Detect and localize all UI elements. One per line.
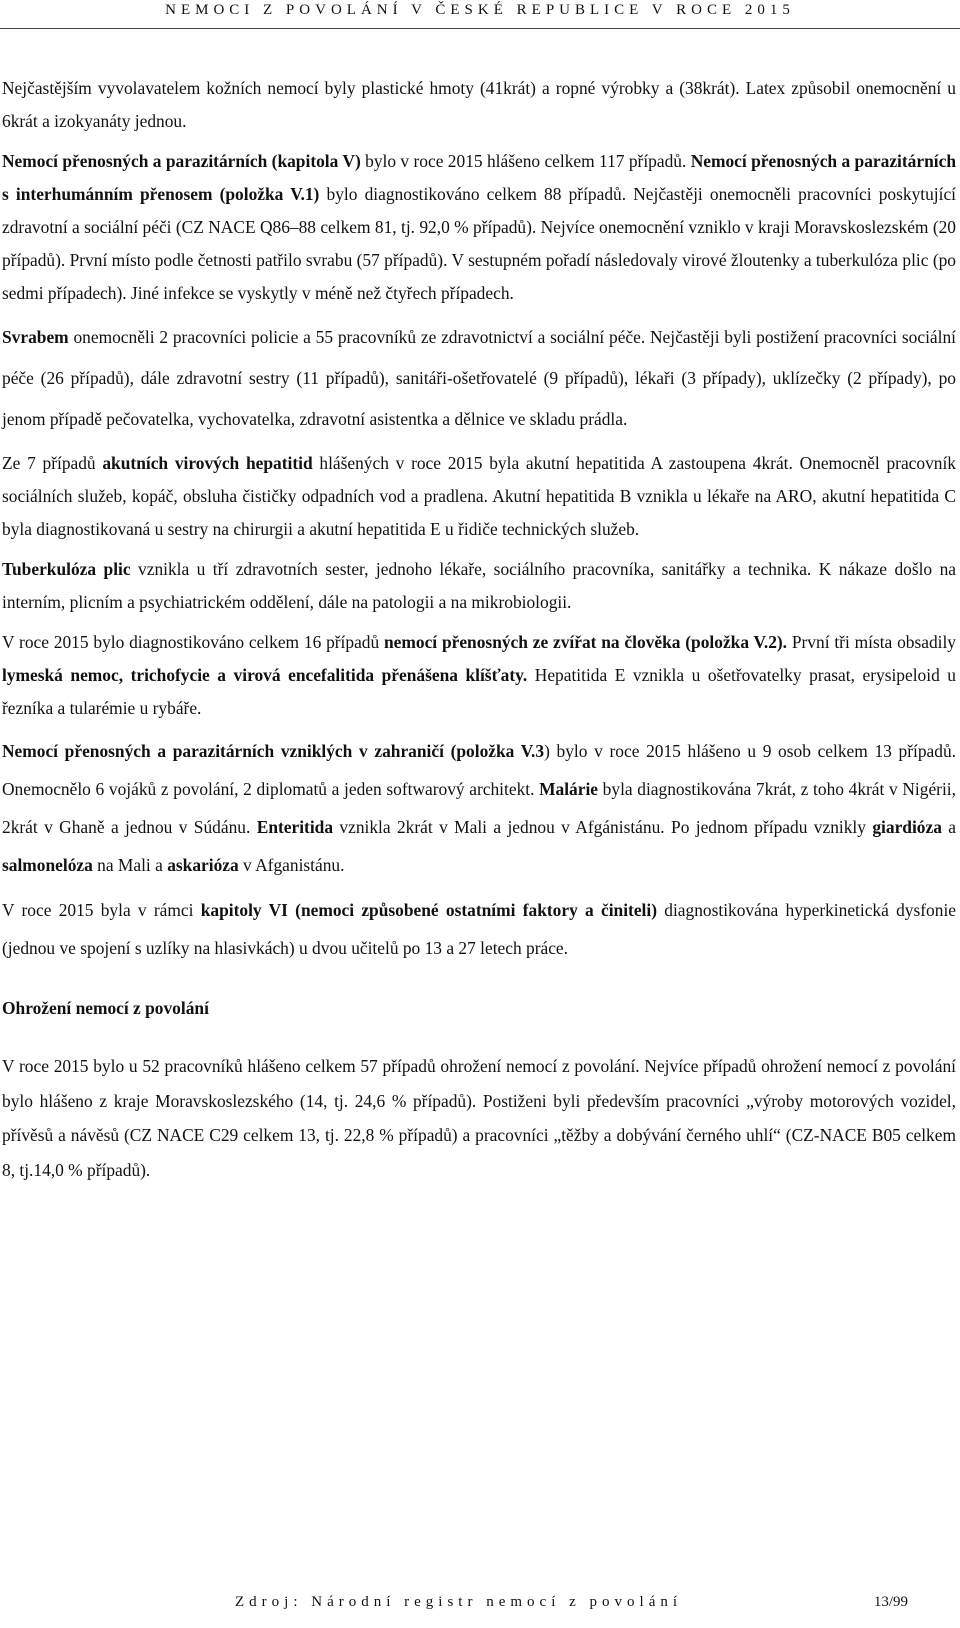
bold-term: salmonelóza — [2, 855, 93, 875]
bold-term: askarióza — [167, 855, 239, 875]
bold-term: Nemocí přenosných a parazitárních s interhumánním přenosem (položka V.1) — [2, 151, 956, 204]
bold-term: kapitoly VI (nemoci způsobené ostatními faktory a činiteli) — [200, 900, 658, 920]
paragraph-scabies: Svrabem onemocněli 2 pracovníci policie a 55 pracovníků ze zdravotnictví a sociální péče. Nejčastěji byli postižení pracovníci sociální péče (26 případů), dále zdravotní sestry (11 případů), sanitáři-ošetřovatelé (9 případů), lékaři (3 případy), uklízečky (2 případy), po jenom případě pečovatelka, vychovatelka, zdravotní asistentka a dělnice ve skladu prádla. — [2, 327, 956, 429]
footer-source: Zdroj: Národní registr nemocí z povolání — [235, 1594, 683, 1610]
bold-term: lymeská nemoc, trichofycie a virová encefalitida přenášena klíšťaty. — [2, 665, 528, 685]
page-number: 13/99 — [873, 1594, 908, 1610]
bold-term: giardióza — [872, 817, 942, 837]
bold-term: Tuberkulóza plic — [2, 559, 131, 579]
paragraph-chapter-vi: V roce 2015 byla v rámci kapitoly VI (nemoci způsobené ostatními faktory a činiteli) diagnostikována hyperkinetická dysfonie (jednou ve spojení s uzlíky na hlasivkách) u dvou učitelů po 13 a 27 letech práce. — [2, 900, 957, 958]
paragraph-tuberculosis: Tuberkulóza plic vznikla u tří zdravotních sester, jednoho lékaře, sociálního pracovníka, sanitářky a technika. K nákaze došlo na interním, plicním a psychiatrickém oddělení, dále na patologii a na mikrobiologii. — [2, 559, 956, 612]
paragraph-infectious-diseases: Nemocí přenosných a parazitárních (kapitola V) bylo v roce 2015 hlášeno celkem 117 případů. Nemocí přenosných a parazitárních s interhumánním přenosem (položka V.1) bylo diagnostikováno celkem 88 případů. Nejčastěji onemocněli pracovníci poskytující zdravotní a sociální péči (CZ NACE Q86–88 celkem 81, tj. 92,0 % případů). Nejvíce onemocnění vzniklo v kraji Moravskoslezském (20 případů). První místo podle četnosti patřilo svrabu (57 případů). V sestupném pořadí následovaly virové žloutenky a tuberkulóza plic (po sedmi případech). Jiné infekce se vyskytly v méně než čtyřech případech. — [2, 151, 957, 303]
paragraph-abroad-diseases: Nemocí přenosných a parazitárních vzniklých v zahraničí (položka V.3) bylo v roce 2015 hlášeno u 9 osob celkem 13 případů. Onemocnělo 6 vojáků z povolání, 2 diplomatů a jeden softwarový architekt. Malárie byla diagnostikována 7krát, z toho 4krát v Nigérii, 2krát v Ghaně a jednou v Súdánu. Enteritida vznikla 2krát v Mali a jednou v Afgánistánu. Po jednom případu vznikly giardióza a salmonelóza na Mali a askarióza v Afganistánu. — [2, 741, 957, 875]
running-header: NEMOCI Z POVOLÁNÍ V ČESKÉ REPUBLICE V ROCE 2015 — [165, 2, 795, 18]
bold-term: Svrabem — [2, 327, 69, 347]
document-body — [2, 72, 956, 1194]
bold-term: akutních virových hepatitid — [102, 453, 313, 473]
page-footer — [0, 1594, 960, 1618]
paragraph-zoonoses: V roce 2015 bylo diagnostikováno celkem 16 případů nemocí přenosných ze zvířat na člověka (položka V.2). První tři místa obsadily lymeská nemoc, trichofycie a virová encefalitida přenášena klíšťaty. Hepatitida E vznikla u ošetřovatelky prasat, erysipeloid u řezníka a tularémie u rybáře. — [2, 632, 957, 718]
bold-term: Nemocí přenosných a parazitárních vzniklých v zahraničí (položka V.3 — [2, 741, 545, 761]
paragraph-hepatitis: Ze 7 případů akutních virových hepatitid hlášených v roce 2015 byla akutní hepatitida A zastoupena 4krát. Onemocněl pracovník sociálních služeb, kopáč, obsluha čističky odpadních vod a pradlena. Akutní hepatitida B vznikla u lékaře na ARO, akutní hepatitida C byla diagnostikovaná u sestry na chirurgii a akutní hepatitida E u řidiče technických služeb. — [2, 453, 956, 539]
bold-term: Enteritida — [256, 817, 334, 837]
paragraph-skin-diseases: Nejčastějším vyvolavatelem kožních nemocí byly plastické hmoty (41krát) a ropné výrobky a (38krát). Latex způsobil onemocnění u 6krát a izokyanáty jednou. — [2, 78, 956, 131]
header-divider — [0, 28, 960, 29]
paragraph-threat: V roce 2015 bylo u 52 pracovníků hlášeno celkem 57 případů ohrožení nemocí z povolání. Nejvíce případů ohrožení nemocí z povolání bylo hlášeno z kraje Moravskoslezského (14, tj. 24,6 % případů). Postiženi byli především pracovníci „výroby motorových vozidel, přívěsů a návěsů (CZ NACE C29 celkem 13, tj. 22,8 % případů) a pracovníci „těžby a dobývání černého uhlí“ (CZ-NACE B05 celkem 8, tj.14,0 % případů). — [2, 1056, 956, 1180]
section-heading: Ohrožení nemocí z povolání — [2, 998, 209, 1018]
bold-term: nemocí přenosných ze zvířat na člověka (položka V.2). — [384, 632, 788, 652]
bold-term: Malárie — [539, 779, 599, 799]
bold-term: Nemocí přenosných a parazitárních (kapitola V) — [2, 151, 361, 171]
